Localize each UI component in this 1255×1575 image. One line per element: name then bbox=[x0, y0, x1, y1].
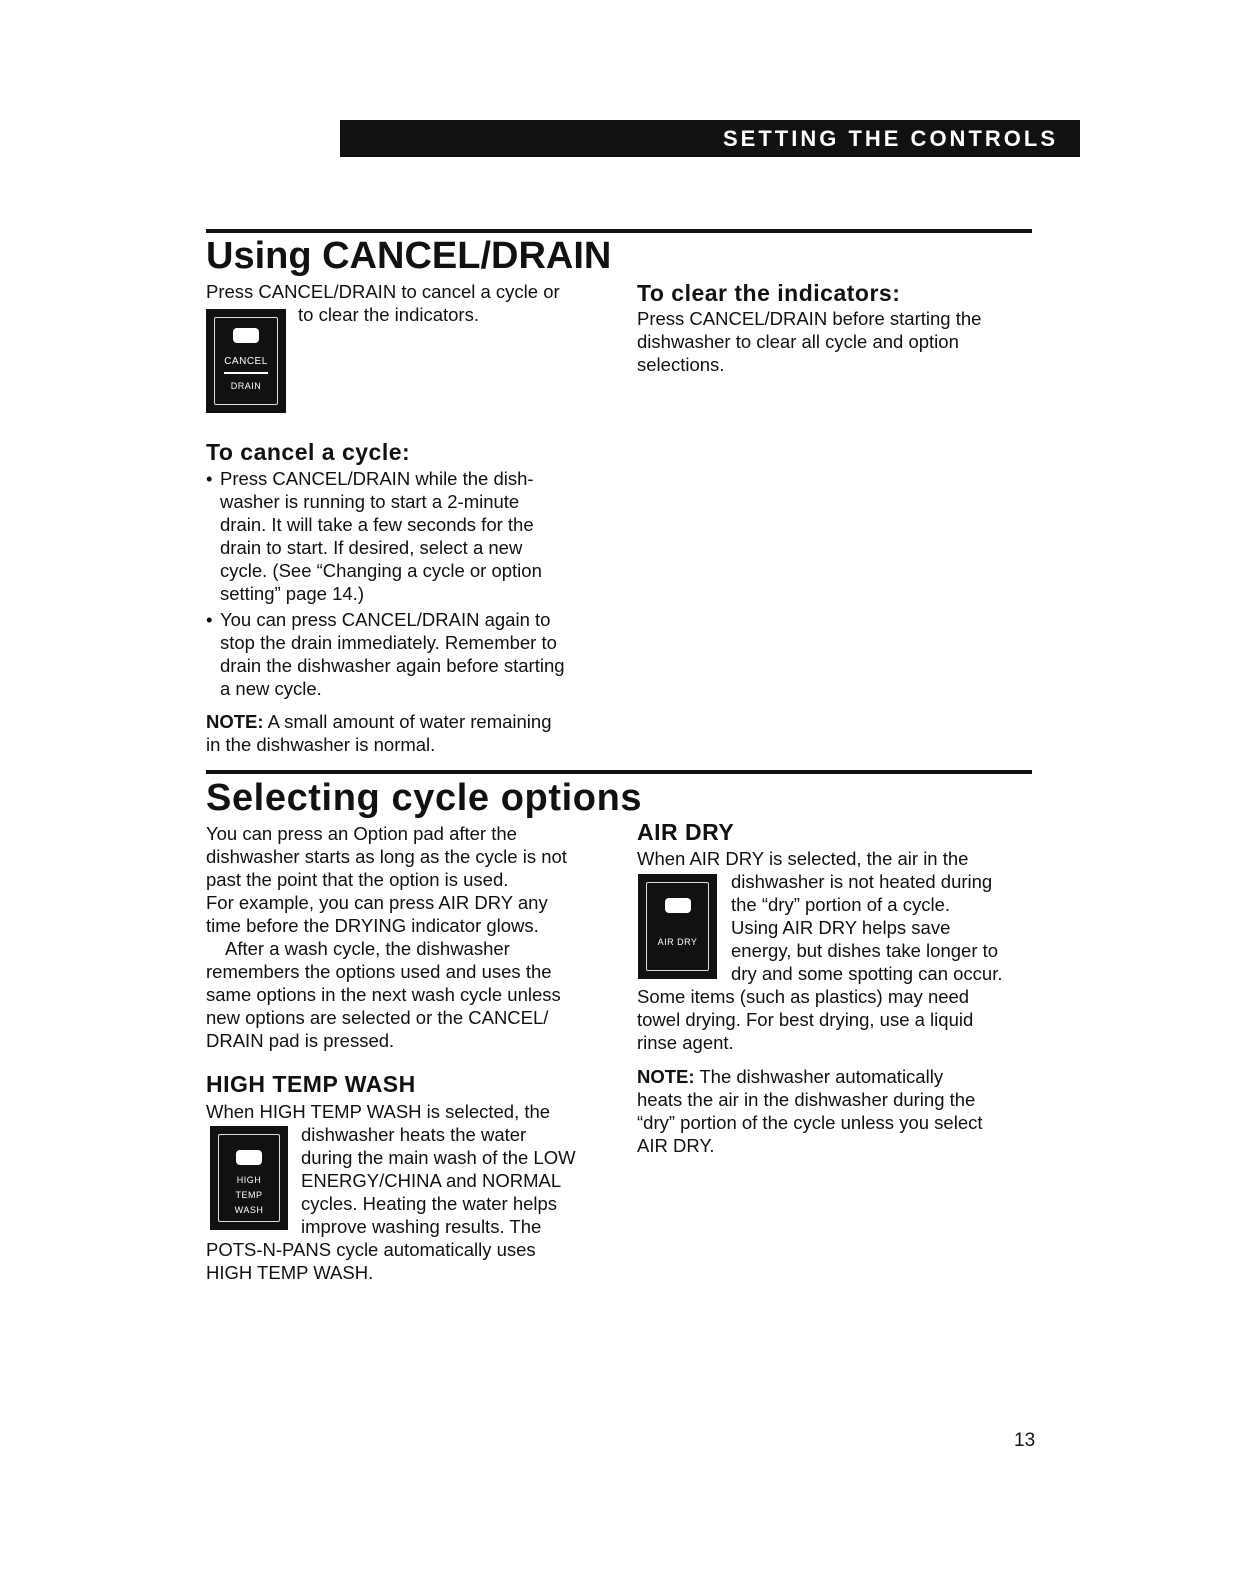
text-line: dishwasher starts as long as the cycle is not bbox=[206, 846, 567, 867]
note-text: in the dishwasher is normal. bbox=[206, 734, 436, 755]
note-text: “dry” portion of the cycle unless you select bbox=[637, 1112, 983, 1133]
text-line: DRAIN pad is pressed. bbox=[206, 1030, 395, 1051]
text-line: energy, but dishes take longer to bbox=[731, 940, 999, 961]
page-number: 13 bbox=[1014, 1430, 1036, 1451]
text-line: dry and some spotting can occur. bbox=[731, 963, 1003, 984]
cycle-options-title: Selecting cycle options bbox=[206, 777, 643, 819]
air-dry-note bbox=[637, 1065, 983, 1157]
text-line: dishwasher to clear all cycle and option bbox=[637, 331, 959, 352]
text-line: towel drying. For best drying, use a liquid bbox=[637, 1009, 974, 1030]
indicator-light-icon bbox=[236, 1150, 262, 1165]
bullet-line: • You can press CANCEL/DRAIN again to bbox=[220, 609, 551, 630]
cancel-drain-title: Using CANCEL/DRAIN bbox=[206, 235, 612, 277]
note-text: A small amount of water remaining bbox=[263, 711, 552, 732]
bullet-line: drain the dishwasher again before starting bbox=[220, 655, 565, 676]
text-line: Using AIR DRY helps save bbox=[731, 917, 951, 938]
bullet-line: washer is running to start a 2-minute bbox=[220, 491, 520, 512]
bullet-line: • Press CANCEL/DRAIN while the dish- bbox=[220, 468, 534, 489]
cycle-options-intro bbox=[206, 822, 567, 1052]
section-rule-cancel-drain bbox=[206, 229, 1032, 233]
note-label: NOTE: bbox=[637, 1066, 695, 1087]
high-temp-line1 bbox=[206, 1100, 550, 1123]
text-line: improve washing results. The bbox=[301, 1216, 542, 1237]
pad-label-drain: DRAIN bbox=[230, 381, 262, 391]
bullet-line: setting” page 14.) bbox=[220, 583, 364, 604]
pad-divider bbox=[224, 372, 268, 374]
text-line: Some items (such as plastics) may need bbox=[637, 986, 970, 1007]
text-line: ENERGY/CHINA and NORMAL bbox=[301, 1170, 562, 1191]
indicator-light-icon bbox=[233, 328, 259, 343]
note-text: The dishwasher automatically bbox=[694, 1066, 944, 1087]
text-line: time before the DRYING indicator glows. bbox=[206, 915, 539, 936]
text-line: You can press an Option pad after the bbox=[206, 823, 517, 844]
bullet-line: drain. It will take a few seconds for the bbox=[220, 514, 534, 535]
intro-line: Press CANCEL/DRAIN to cancel a cycle or bbox=[206, 281, 560, 302]
high-temp-wash-pad-icon bbox=[210, 1126, 288, 1230]
cancel-drain-pad-icon bbox=[206, 309, 286, 413]
text-line: Press CANCEL/DRAIN before starting the bbox=[637, 308, 982, 329]
section-rule-cycle-options bbox=[206, 770, 1032, 774]
text-line: cycles. Heating the water helps bbox=[301, 1193, 558, 1214]
text-line: For example, you can press AIR DRY any bbox=[206, 892, 548, 913]
pad-label-wash: WASH bbox=[234, 1205, 264, 1215]
text-line: new options are selected or the CANCEL/ bbox=[206, 1007, 549, 1028]
intro-line: to clear the indicators. bbox=[298, 304, 479, 325]
text-line: same options in the next wash cycle unless bbox=[206, 984, 561, 1005]
cancel-cycle-heading: To cancel a cycle: bbox=[206, 439, 411, 465]
note-label: NOTE: bbox=[206, 711, 264, 732]
high-temp-heading: HIGH TEMP WASH bbox=[206, 1071, 416, 1097]
bullet-line: stop the drain immediately. Remember to bbox=[220, 632, 557, 653]
bullet-line: cycle. (See “Changing a cycle or option bbox=[220, 560, 542, 581]
bullet-line: drain to start. If desired, select a new bbox=[220, 537, 523, 558]
text-line: the “dry” portion of a cycle. bbox=[731, 894, 951, 915]
cancel-note bbox=[206, 710, 551, 756]
text-line: After a wash cycle, the dishwasher bbox=[225, 938, 510, 959]
cancel-cycle-bullets bbox=[206, 467, 606, 700]
text-line: remembers the options used and uses the bbox=[206, 961, 552, 982]
pad-label-high: HIGH bbox=[236, 1175, 262, 1185]
bullet-item bbox=[206, 608, 606, 700]
clear-indicators-heading: To clear the indicators: bbox=[637, 280, 901, 306]
text-line: dishwasher heats the water bbox=[301, 1124, 527, 1145]
text-line: HIGH TEMP WASH. bbox=[206, 1262, 374, 1283]
air-dry-after bbox=[637, 985, 973, 1054]
pad-frame bbox=[646, 882, 709, 971]
note-text: heats the air in the dishwasher during the bbox=[637, 1089, 976, 1110]
text-line: rinse agent. bbox=[637, 1032, 734, 1053]
section-banner: SETTING THE CONTROLS bbox=[340, 120, 1080, 157]
text-line: POTS-N-PANS cycle automatically uses bbox=[206, 1239, 536, 1260]
text-line: When HIGH TEMP WASH is selected, the bbox=[206, 1101, 551, 1122]
bullet-item bbox=[206, 467, 606, 605]
pad-label-air-dry: AIR DRY bbox=[657, 937, 698, 947]
indicator-light-icon bbox=[665, 898, 691, 913]
bullet-line: a new cycle. bbox=[220, 678, 322, 699]
high-temp-after bbox=[206, 1238, 536, 1284]
text-line: When AIR DRY is selected, the air in the bbox=[637, 848, 969, 869]
air-dry-wrapped bbox=[731, 870, 1002, 985]
air-dry-pad-icon bbox=[638, 874, 717, 979]
text-line: during the main wash of the LOW bbox=[301, 1147, 576, 1168]
text-line: past the point that the option is used. bbox=[206, 869, 509, 890]
text-line: dishwasher is not heated during bbox=[731, 871, 993, 892]
air-dry-line1 bbox=[637, 847, 968, 870]
pad-label-cancel: CANCEL bbox=[224, 356, 268, 367]
pad-label-temp: TEMP bbox=[235, 1190, 263, 1200]
high-temp-wrapped bbox=[301, 1123, 576, 1238]
clear-indicators-text bbox=[637, 307, 981, 376]
air-dry-heading: AIR DRY bbox=[637, 819, 735, 845]
note-text: AIR DRY. bbox=[637, 1135, 715, 1156]
text-line: selections. bbox=[637, 354, 725, 375]
